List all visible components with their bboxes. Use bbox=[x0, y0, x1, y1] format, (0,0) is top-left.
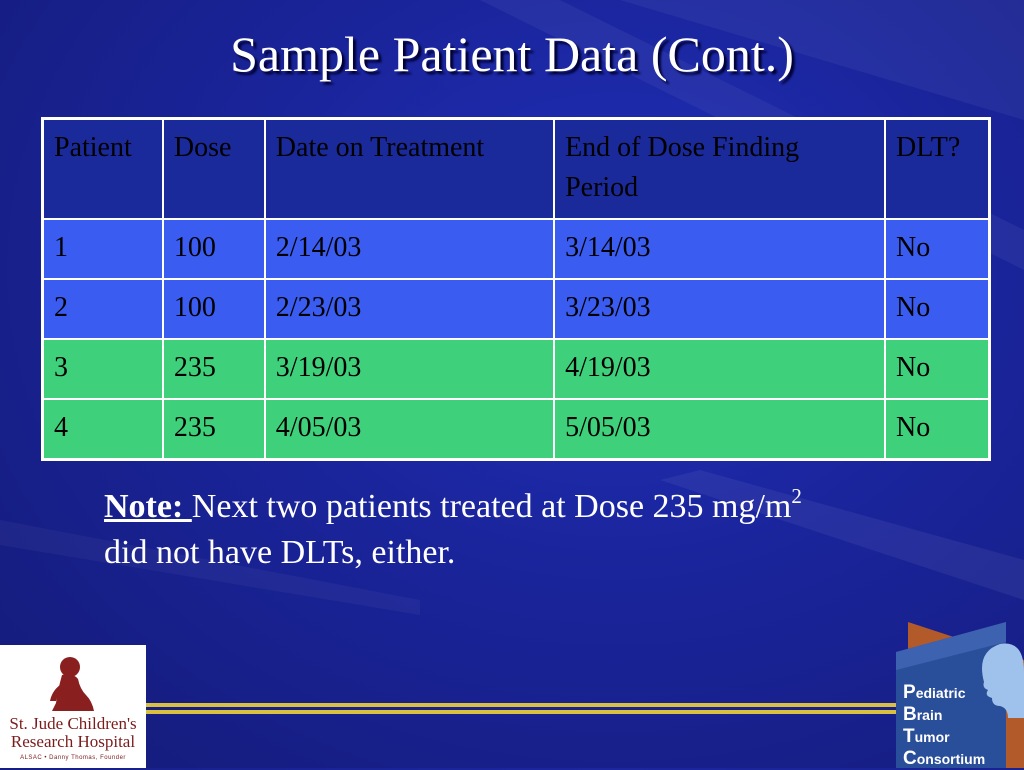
table-cell: 3 bbox=[43, 339, 163, 399]
note-label: Note: bbox=[104, 488, 192, 525]
pbtc-line-tumor: Tumor bbox=[903, 726, 950, 747]
table-row bbox=[43, 339, 990, 399]
table-cell: 235 bbox=[163, 399, 265, 460]
table-cell: 5/05/03 bbox=[554, 399, 885, 460]
pbtc-logo-text bbox=[903, 682, 985, 770]
table-cell: No bbox=[885, 279, 989, 339]
header-cell: Date on Treatment bbox=[265, 119, 554, 220]
accent-line-bottom bbox=[146, 710, 900, 714]
accent-line-top bbox=[146, 703, 900, 707]
note-text-continued: did not have DLTs, either. bbox=[104, 534, 456, 571]
table-cell: 2/14/03 bbox=[265, 219, 554, 279]
pbtc-line-brain: Brain bbox=[903, 704, 943, 725]
st-jude-logo bbox=[0, 645, 146, 768]
note-text: Next two patients treated at Dose 235 mg/m bbox=[191, 488, 792, 525]
st-jude-tagline: ALSAC • Danny Thomas, Founder bbox=[20, 755, 126, 761]
table-cell: 3/19/03 bbox=[265, 339, 554, 399]
table-cell: 4 bbox=[43, 399, 163, 460]
table-row bbox=[43, 279, 990, 339]
note-superscript: 2 bbox=[791, 483, 802, 508]
child-silhouette-icon bbox=[0, 645, 146, 715]
table-header-row bbox=[43, 119, 990, 220]
header-cell: End of Dose Finding Period bbox=[554, 119, 885, 220]
table-row bbox=[43, 399, 990, 460]
table-cell: No bbox=[885, 399, 989, 460]
table-cell: No bbox=[885, 219, 989, 279]
note-paragraph bbox=[104, 484, 944, 576]
patient-data-table bbox=[41, 117, 991, 461]
st-jude-name-line2: Research Hospital bbox=[10, 732, 136, 751]
pbtc-line-pediatric: Pediatric bbox=[903, 682, 966, 703]
table-cell: 4/05/03 bbox=[265, 399, 554, 460]
table-row bbox=[43, 219, 990, 279]
header-cell: Dose bbox=[163, 119, 265, 220]
pbtc-line-consortium: Consortium bbox=[903, 748, 986, 769]
slide-title: Sample Patient Data (Cont.) bbox=[230, 26, 794, 82]
header-cell: DLT? bbox=[885, 119, 989, 220]
table-cell: 100 bbox=[163, 279, 265, 339]
table-cell: No bbox=[885, 339, 989, 399]
header-cell: Patient bbox=[43, 119, 163, 220]
st-jude-name-line1: St. Jude Children's bbox=[9, 714, 137, 733]
table-cell: 100 bbox=[163, 219, 265, 279]
table-cell: 2/23/03 bbox=[265, 279, 554, 339]
table-cell: 4/19/03 bbox=[554, 339, 885, 399]
table-cell: 2 bbox=[43, 279, 163, 339]
table-cell: 235 bbox=[163, 339, 265, 399]
table-cell: 3/23/03 bbox=[554, 279, 885, 339]
table-cell: 1 bbox=[43, 219, 163, 279]
table-cell: 3/14/03 bbox=[554, 219, 885, 279]
